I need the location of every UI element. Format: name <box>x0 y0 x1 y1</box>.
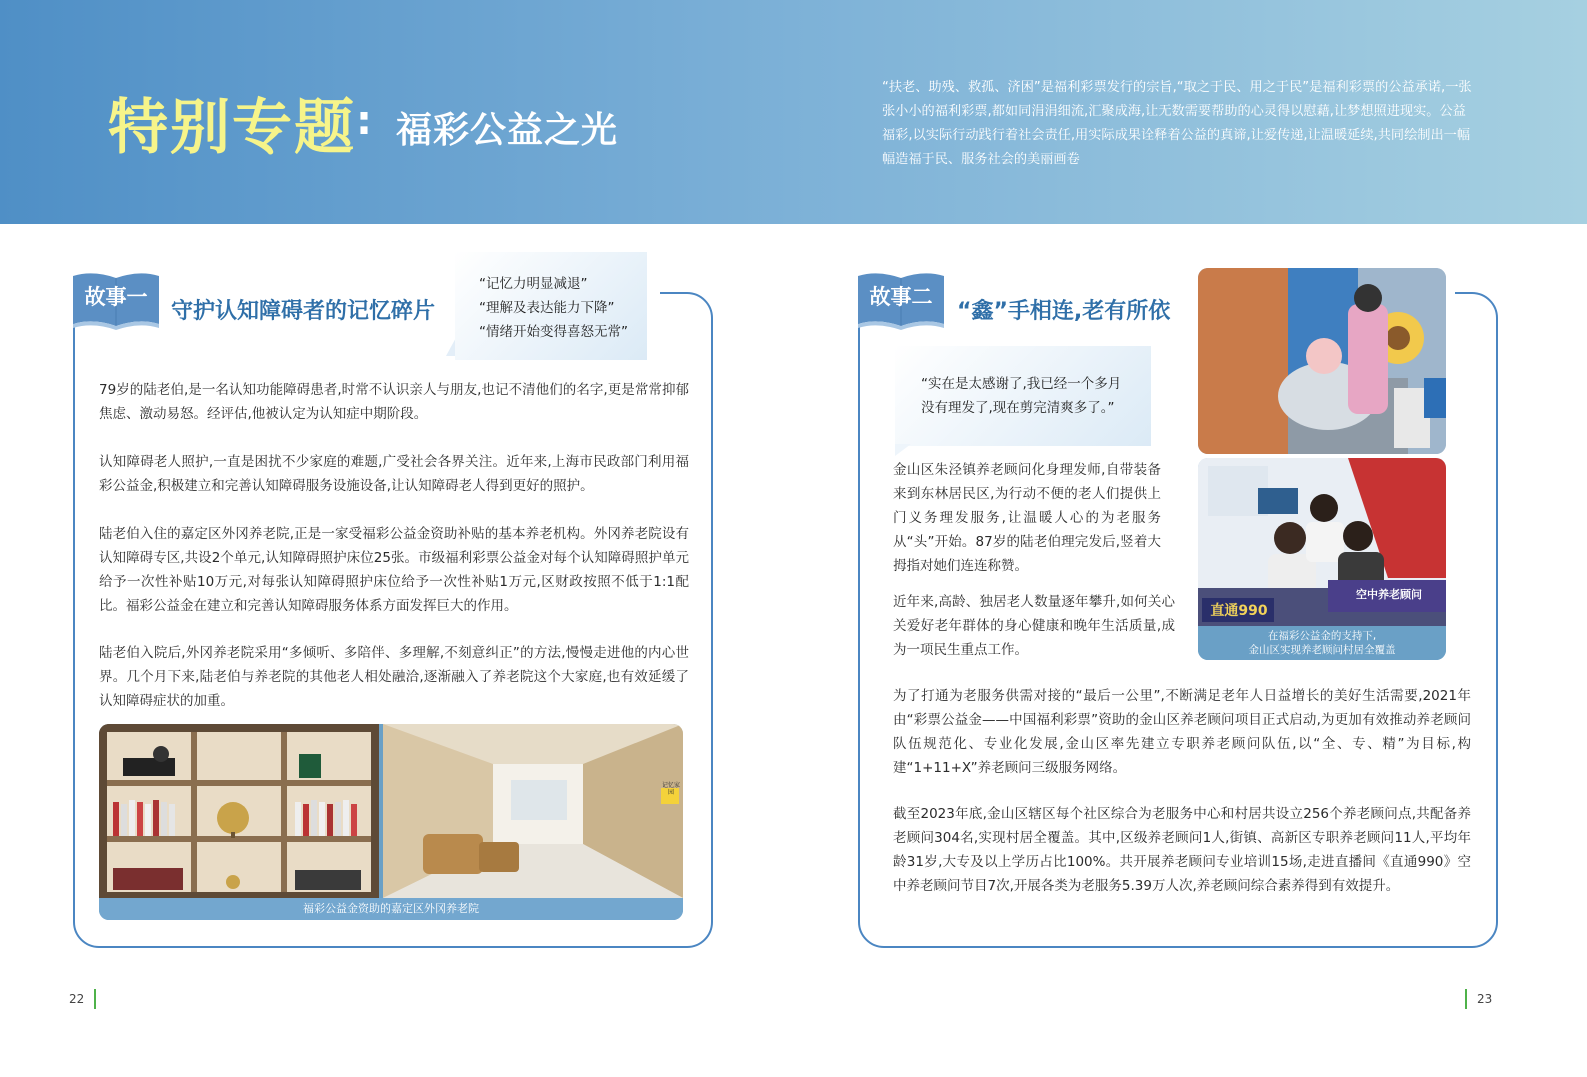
story1-paragraph: 陆老伯入院后,外冈养老院采用“多倾听、多陪伴、多理解,不刻意纠正”的方法,慢慢走进他的内心世界。几个月下来,陆老伯与养老院的其他老人相处融洽,逐渐融入了养老院这个大家庭,也有效延缓了认知障碍症状的加重。 <box>99 645 689 709</box>
story2-title: “鑫”手相连,老有所依 <box>957 299 1171 324</box>
caption-line: 金山区实现养老顾问村居全覆盖 <box>1248 644 1396 656</box>
bookshelf-photo <box>99 724 379 898</box>
page-number-bar <box>94 989 96 1009</box>
page-number-bar <box>1465 989 1467 1009</box>
quote2-tail <box>895 444 911 456</box>
title-main: 特别专题 <box>108 93 356 163</box>
story2-paragraph: 截至2023年底,金山区辖区每个社区综合为老服务中心和村居共设立256个养老顾问点,共配备养老顾问304名,实现村居全覆盖。其中,区级养老顾问1人,街镇、高新区专职养老顾问11人,平均年龄31岁,大专及以上学历占比100%。共开展养老顾问专业培训15场,走进直播间《直通990》空中养老顾问节目7次,开展各类为老服务5.39万人次,养老顾问综合素养得到有效提升。 <box>893 806 1471 894</box>
page-number-left: 22 <box>69 992 85 1006</box>
corridor-photo <box>383 724 683 898</box>
story1-tab-label: 故事一 <box>84 285 148 309</box>
title-colon: : <box>356 98 372 144</box>
quote-line: “记忆力明显减退” <box>479 276 588 292</box>
story2-tab-label: 故事二 <box>869 285 933 309</box>
studio-photo <box>1198 458 1446 626</box>
story2-paragraph: 为了打通为老服务供需对接的“最后一公里”,不断满足老年人日益增长的美好生活需要,2021年由“彩票公益金——中国福利彩票”资助的金山区养老顾问项目正式启动,为更加有效推动养老顾问队伍规范化、专业化发展,金山区率先建立专职养老顾问队伍,以“全、专、精”为目标,构建“1+11+X”养老顾问三级服务网络。 <box>893 688 1471 776</box>
studio-sign: 直通990 <box>1210 603 1268 619</box>
story2-quote <box>895 346 1151 446</box>
story1-paragraph: 79岁的陆老伯,是一名认知功能障碍患者,时常不认识亲人与朋友,也记不清他们的名字,更是常常抑郁焦虑、激动易怒。经评估,他被认定为认知症中期阶段。 <box>99 382 689 422</box>
story1-quote <box>455 252 647 360</box>
story1-tab <box>71 270 161 332</box>
quote-line: 没有理发了,现在剪完清爽多了。” <box>921 400 1115 416</box>
story1-photo-group <box>99 724 683 920</box>
title-sub: 福彩公益之光 <box>396 110 619 151</box>
story1-title: 守护认知障碍者的记忆碎片 <box>171 299 436 324</box>
story1-paragraph: 陆老伯入住的嘉定区外冈养老院,正是一家受福彩公益金资助补贴的基本养老机构。外冈养老院设有认知障碍专区,共设2个单元,认知障碍照护床位25张。市级福利彩票公益金对每个认知障碍照护单元给予一次性补贴10万元,对每张认知障碍照护床位给予一次性补贴1万元,区财政按照不低于1:1配比。福彩公益金在建立和完善认知障碍服务体系方面发挥巨大的作用。 <box>99 526 689 614</box>
caption-line: 在福彩公益金的支持下, <box>1267 630 1377 642</box>
story2-photo-caption <box>1198 626 1446 660</box>
quote-line: “理解及表达能力下降” <box>479 300 615 316</box>
studio-banner: 空中养老顾问 <box>1356 588 1422 601</box>
header-banner <box>0 0 1587 224</box>
story2-paragraph: 金山区朱泾镇养老顾问化身理发师,自带装备来到东林居民区,为行动不便的老人们提供上门义务理发服务,让温暖人心的为老服务从“头”开始。87岁的陆老伯理完发后,竖着大拇指对她们连连称赞。 <box>893 462 1161 574</box>
story1-paragraph: 认知障碍老人照护,一直是困扰不少家庭的难题,广受社会各界关注。近年来,上海市民政部门利用福彩公益金,积极建立和完善认知障碍服务设施设备,让认知障碍老人得到更好的照护。 <box>99 454 689 494</box>
photo-sign: 记忆家园 <box>661 782 680 796</box>
barber-photo <box>1198 268 1446 454</box>
story2-photo-group <box>1198 458 1446 660</box>
story1-photo-caption: 福彩公益金资助的嘉定区外冈养老院 <box>99 898 683 920</box>
story2-paragraph: 近年来,高龄、独居老人数量逐年攀升,如何关心关爱好老年群体的身心健康和晚年生活质量,成为一项民生重点工作。 <box>893 594 1175 658</box>
quote-line: “实在是太感谢了,我已经一个多月 <box>921 376 1122 392</box>
page-number-right: 23 <box>1477 992 1493 1006</box>
header-intro: “扶老、助残、救孤、济困”是福利彩票发行的宗旨,“取之于民、用之于民”是福利彩票的公益承诺,一张张小小的福利彩票,都如同涓涓细流,汇聚成海,让无数需要帮助的心灵得以慰藉,让梦想照进现实。公益福彩,以实际行动践行着社会责任,用实际成果诠释着公益的真谛,让爱传递,让温暖延续,共同绘制出一幅幅造福于民、服务社会的美丽画卷 <box>882 80 1472 167</box>
story2-tab <box>856 270 946 332</box>
quote-line: “情绪开始变得喜怒无常” <box>479 324 628 340</box>
